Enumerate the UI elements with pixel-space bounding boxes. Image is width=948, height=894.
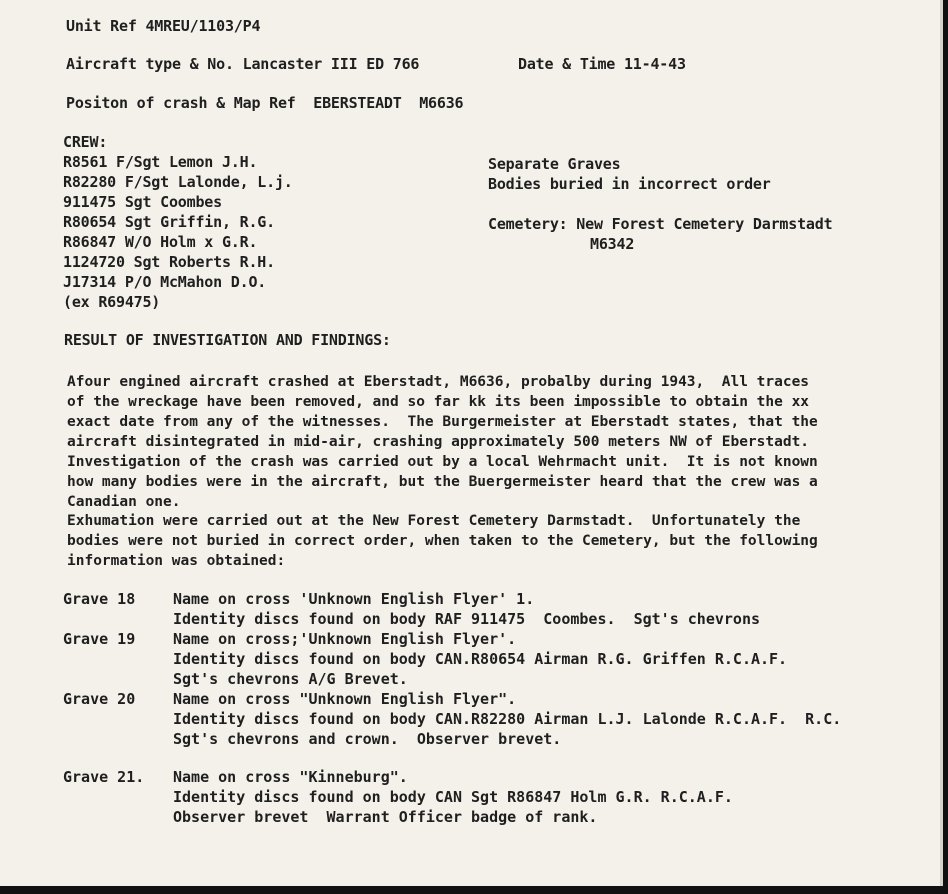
crash-position: Positon of crash & Map Ref EBERSTEADT M6636 xyxy=(66,94,464,112)
grave-line: Identity discs found on body CAN Sgt R86847 Holm G.R. R.C.A.F. xyxy=(173,788,733,806)
grave-line: Sgt's chevrons A/G Brevet. xyxy=(173,670,408,688)
findings-line: information was obtained: xyxy=(67,553,286,569)
grave-line: Identity discs found on body CAN.R80654 Airman R.G. Griffen R.C.A.F. xyxy=(173,650,788,668)
cemetery-map-ref: M6342 xyxy=(590,235,635,253)
findings-line: Afour engined aircraft crashed at Eberstadt, M6636, probalby during 1943, All traces xyxy=(67,374,810,390)
aircraft-type: Aircraft type & No. Lancaster III ED 766 xyxy=(66,55,420,73)
unit-reference: Unit Ref 4MREU/1103/P4 xyxy=(66,17,261,35)
findings-line: aircraft disintegrated in mid-air, crashing approximately 500 meters NW of Eberstadt. xyxy=(67,434,810,450)
grave-line: Sgt's chevrons and crown. Observer brevet. xyxy=(173,730,562,748)
findings-line: of the wreckage have been removed, and so far kk its been impossible to obtain the xx xyxy=(67,394,810,410)
findings-line: Exhumation were carried out at the New Forest Cemetery Darmstadt. Unfortunately the xyxy=(67,513,801,529)
graves-note: Separate Graves xyxy=(488,155,621,173)
crew-member: 911475 Sgt Coombes xyxy=(63,193,222,211)
date-time: Date & Time 11-4-43 xyxy=(518,55,686,73)
grave-line: Observer brevet Warrant Officer badge of rank. xyxy=(173,808,598,826)
findings-line: Canadian one. xyxy=(67,494,181,510)
grave-line: Name on cross;'Unknown English Flyer'. xyxy=(173,630,517,648)
grave-label: Grave 19 xyxy=(63,630,136,648)
crew-member: J17314 P/O McMahon D.O. xyxy=(63,273,267,291)
findings-heading: RESULT OF INVESTIGATION AND FINDINGS: xyxy=(64,331,391,349)
grave-line: Name on cross "Unknown English Flyer". xyxy=(173,690,517,708)
findings-line: exact date from any of the witnesses. The Burgermeister at Eberstadt states, that the xyxy=(67,414,818,430)
crew-member: R82280 F/Sgt Lalonde, L.j. xyxy=(63,173,293,191)
findings-line: Investigation of the crash was carried out by a local Wehrmacht unit. It is not known xyxy=(67,454,818,470)
grave-line: Name on cross 'Unknown English Flyer' 1. xyxy=(173,590,535,608)
grave-label: Grave 18 xyxy=(63,590,136,608)
grave-line: Name on cross "Kinneburg". xyxy=(173,768,408,786)
crew-heading: CREW: xyxy=(63,133,108,151)
cemetery-name: Cemetery: New Forest Cemetery Darmstadt xyxy=(488,215,833,233)
findings-line: bodies were not buried in correct order, when taken to the Cemetery, but the following xyxy=(67,533,818,549)
crew-member: R8561 F/Sgt Lemon J.H. xyxy=(63,153,258,171)
burial-order-note: Bodies buried in incorrect order xyxy=(488,175,771,193)
crew-member: (ex R69475) xyxy=(63,293,161,311)
grave-label: Grave 21. xyxy=(63,768,145,786)
grave-label: Grave 20 xyxy=(63,690,136,708)
crew-member: R80654 Sgt Griffin, R.G. xyxy=(63,213,275,231)
grave-line: Identity discs found on body RAF 911475 Coombes. Sgt's chevrons xyxy=(173,610,760,628)
findings-line: how many bodies were in the aircraft, but the Buergermeister heard that the crew was a xyxy=(67,474,818,490)
crew-member: R86847 W/O Holm x G.R. xyxy=(63,233,258,251)
grave-line: Identity discs found on body CAN.R82280 Airman L.J. Lalonde R.C.A.F. R.C. xyxy=(173,710,842,728)
crew-member: 1124720 Sgt Roberts R.H. xyxy=(63,253,275,271)
